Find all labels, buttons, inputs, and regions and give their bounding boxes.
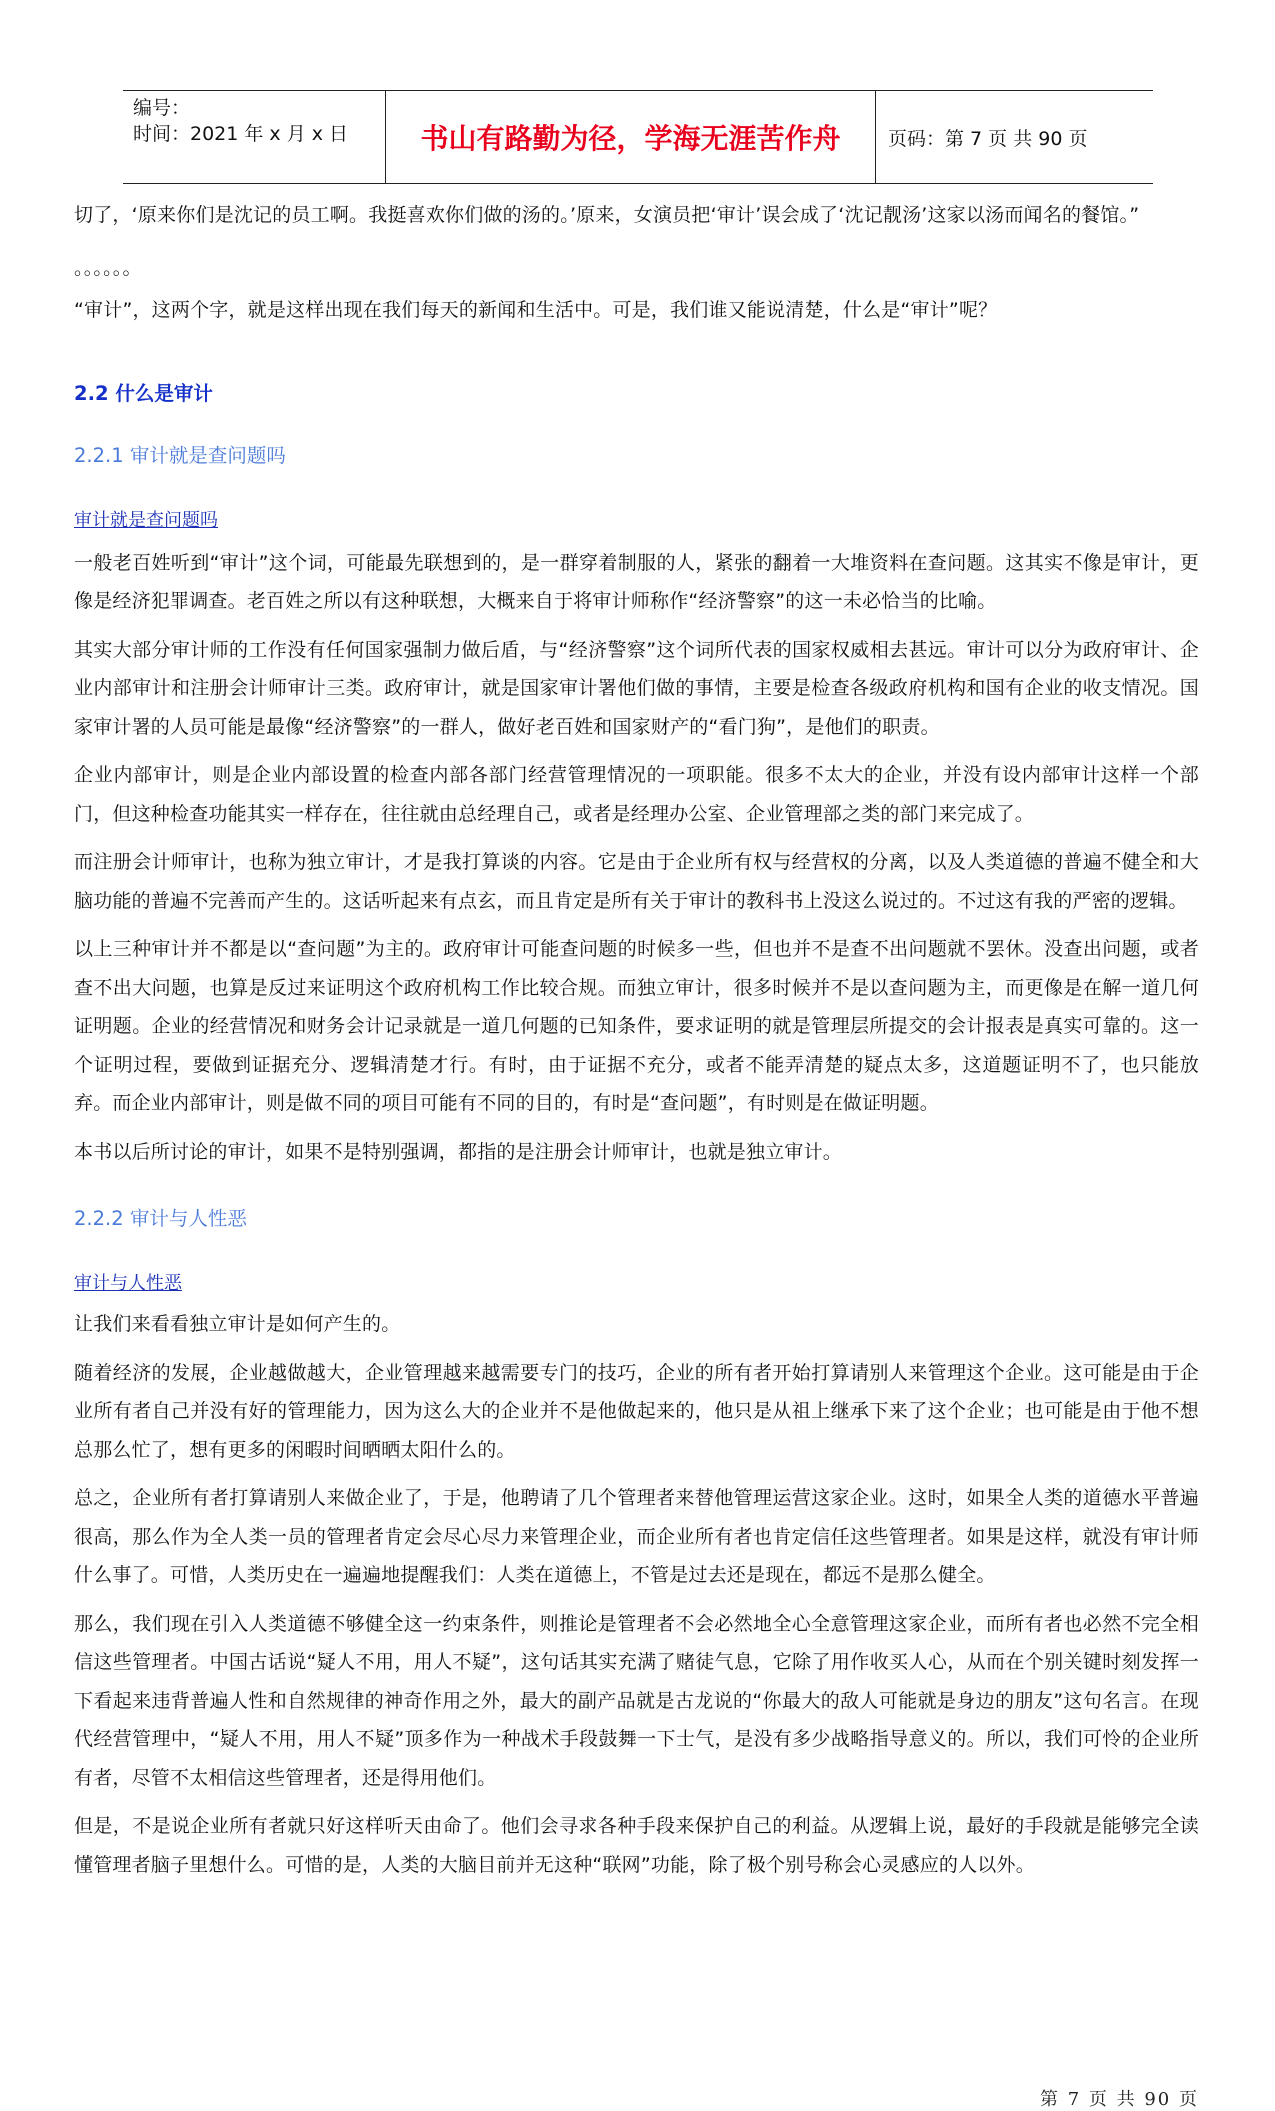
- paragraph: 随着经济的发展，企业越做越大，企业管理越来越需要专门的技巧，企业的所有者开始打算请别人来管理这个企业。这可能是由于企业所有者自己并没有好的管理能力，因为这么大的企业并不是他做起来的，他只是从祖上继承下来了这个企业；也可能是由于他不想总那么忙了，想有更多的闲暇时间晒晒太阳什么的。: [74, 1361, 1199, 1461]
- paragraph: 那么，我们现在引入人类道德不够健全这一约束条件，则推论是管理者不会必然地全心全意管理这家企业，而所有者也必然不完全相信这些管理者。中国古话说“疑人不用，用人不疑”，这句话其实充满了赌徒气息，它除了用作收买人心，从而在个别关键时刻发挥一下看起来违背普遍人性和自然规律的神奇作用之外，最大的副产品就是古龙说的“你最大的敌人可能就是身边的朋友”这句名言。在现代经营管理中，“疑人不用，用人不疑”顶多作为一种战术手段鼓舞一下士气，是没有多少战略指导意义的。所以，我们可怜的企业所有者，尽管不太相信这些管理者，还是得用他们。: [74, 1612, 1199, 1789]
- page-header-table: [123, 90, 1153, 184]
- paragraph: 但是，不是说企业所有者就只好这样听天由命了。他们会寻求各种手段来保护自己的利益。从逻辑上说，最好的手段就是能够完全读懂管理者脑子里想什么。可惜的是，人类的大脑目前并无这种“联网”功能，除了极个别号称会心灵感应的人以外。: [74, 1815, 1199, 1876]
- document-body: [74, 196, 1199, 1884]
- document-time-label: 时间：2021 年 x 月 x 日: [133, 123, 349, 145]
- paragraph: 而注册会计师审计，也称为独立审计，才是我打算谈的内容。它是由于企业所有权与经营权的分离，以及人类道德的普遍不健全和大脑功能的普遍不完善而产生的。这话听起来有点玄，而且肯定是所有关于审计的教科书上没这么说过的。不过这有我的严密的逻辑。: [74, 851, 1199, 912]
- paragraph: “审计”，这两个字，就是这样出现在我们每天的新闻和生活中。可是，我们谁又能说清楚，什么是“审计”呢？: [74, 299, 998, 321]
- paragraph: 切了，‘原来你们是沈记的员工啊。我挺喜欢你们做的汤的。’原来，女演员把‘审计’误会成了‘沈记靓汤’这家以汤而闻名的餐馆。”: [74, 204, 1140, 226]
- header-meta: [123, 91, 385, 183]
- paragraph: 企业内部审计，则是企业内部设置的检查内部各部门经营管理情况的一项职能。很多不太大的企业，并没有设内部审计这样一个部门，但这种检查功能其实一样存在，往往就由总经理自己，或者是经理办公室、企业管理部之类的部门来完成了。: [74, 764, 1199, 825]
- paragraph: 让我们来看看独立审计是如何产生的。: [74, 1313, 401, 1335]
- paragraph: 以上三种审计并不都是以“查问题”为主的。政府审计可能查问题的时候多一些，但也并不是查不出问题就不罢休。没查出问题，或者查不出大问题，也算是反过来证明这个政府机构工作比较合规。而独立审计，很多时候并不是以查问题为主，而更像是在解一道几何证明题。企业的经营情况和财务会计记录就是一道几何题的已知条件，要求证明的就是管理层所提交的会计报表是真实可靠的。这一个证明过程，要做到证据充分、逻辑清楚才行。有时，由于证据不充分，或者不能弄清楚的疑点太多，这道题证明不了，也只能放弃。而企业内部审计，则是做不同的项目可能有不同的目的，有时是“查问题”，有时则是在做证明题。: [74, 938, 1199, 1114]
- paragraph: 总之，企业所有者打算请别人来做企业了，于是，他聘请了几个管理者来替他管理运营这家企业。这时，如果全人类的道德水平普遍很高，那么作为全人类一员的管理者肯定会尽心尽力来管理企业，而企业所有者也肯定信任这些管理者。如果是这样，就没有审计师什么事了。可惜，人类历史在一遍遍地提醒我们：人类在道德上，不管是过去还是现在，都远不是那么健全。: [74, 1487, 1199, 1586]
- subsection-heading: 2.2.1 审计就是查问题吗: [74, 443, 286, 467]
- paragraph: 一般老百姓听到“审计”这个词，可能最先联想到的，是一群穿着制服的人，紧张的翻着一大堆资料在查问题。这其实不像是审计，更像是经济犯罪调查。老百姓之所以有这种联想，大概来自于将审计师称作“经济警察”的这一未必恰当的比喻。: [74, 551, 1199, 612]
- header-motto: 书山有路勤为径，学海无涯苦作舟: [385, 91, 876, 183]
- paragraph-ellipsis: 。。。。。。: [74, 256, 142, 279]
- paragraph: 其实大部分审计师的工作没有任何国家强制力做后盾，与“经济警察”这个词所代表的国家权威相去甚远。审计可以分为政府审计、企业内部审计和注册会计师审计三类。政府审计，就是国家审计署他们做的事情，主要是检查各级政府机构和国有企业的收支情况。国家审计署的人员可能是最像“经济警察”的一群人，做好老百姓和国家财产的“看门狗”，是他们的职责。: [74, 638, 1199, 738]
- page-footer: 第 7 页 共 90 页: [1040, 2089, 1199, 2110]
- section-heading: 2.2 什么是审计: [74, 381, 213, 405]
- document-number-label: 编号：: [133, 97, 191, 119]
- section-link[interactable]: 审计就是查问题吗: [74, 509, 218, 531]
- paragraph: 本书以后所讨论的审计，如果不是特别强调，都指的是注册会计师审计，也就是独立审计。: [74, 1140, 843, 1163]
- header-page-info: 页码：第 7 页 共 90 页: [888, 127, 1088, 150]
- section-link[interactable]: 审计与人性恶: [74, 1273, 182, 1294]
- subsection-heading: 2.2.2 审计与人性恶: [74, 1207, 247, 1230]
